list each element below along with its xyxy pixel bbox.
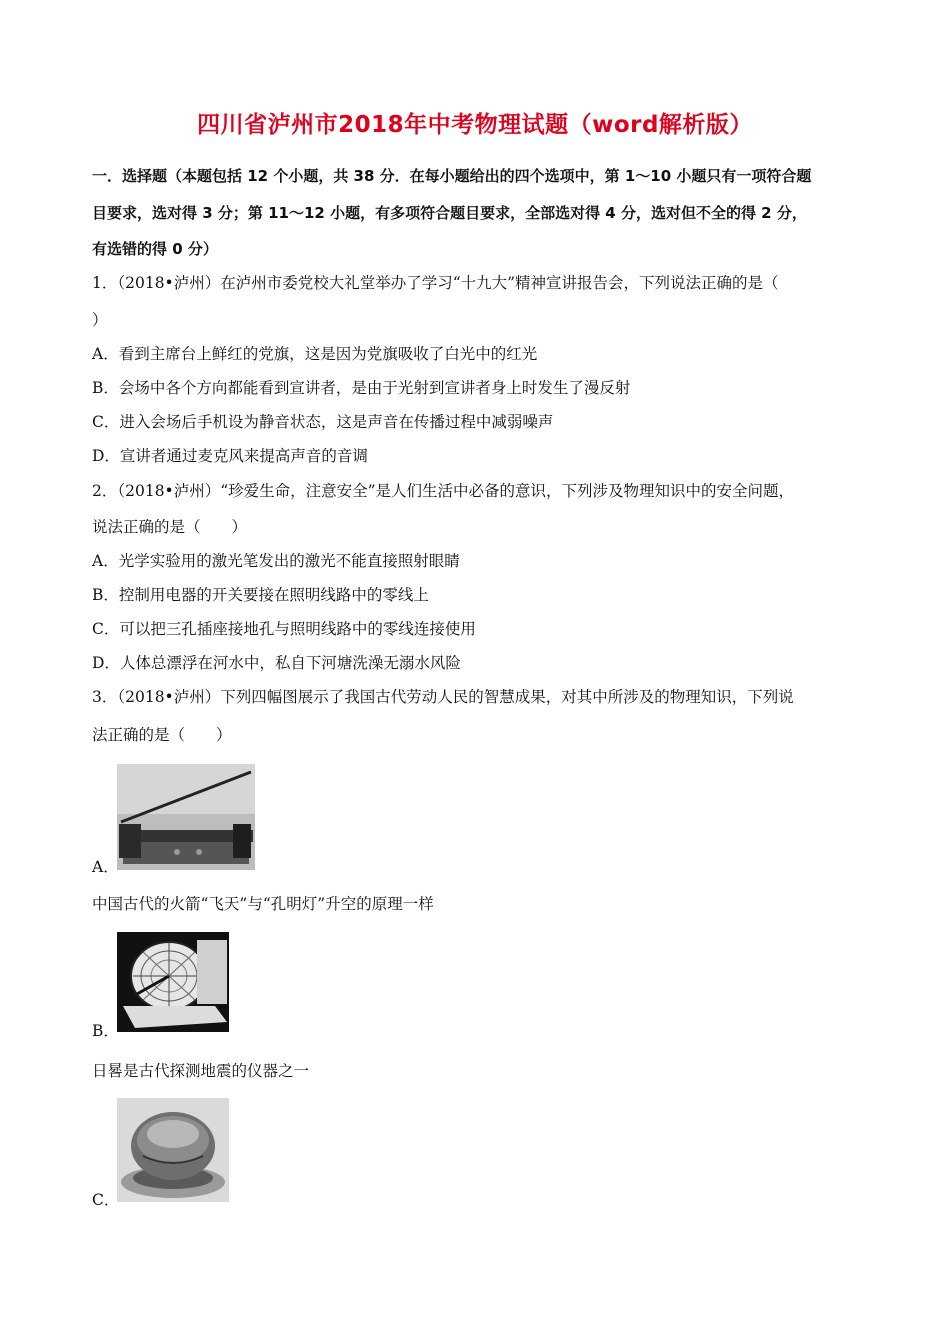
q3-option-a-text: 中国古代的火箭“飞天”与“孔明灯”升空的原理一样	[92, 895, 434, 913]
q2-option-d: D．人体总漂浮在河水中，私自下河塘洗澡无溺水风险	[92, 654, 461, 672]
bronze-vessel-image	[117, 1098, 229, 1202]
section-header-line-3: 有选错的得 0 分）	[92, 240, 218, 258]
q1-stem-line-1: 1．（2018•泸州）在泸州市委党校大礼堂举办了学习“十九大”精神宣讲报告会，下列说法正确的是（	[92, 274, 779, 292]
q3-option-a-label: A．	[92, 858, 119, 876]
sundial-image	[117, 932, 229, 1032]
q3-option-c-label: C．	[92, 1191, 120, 1209]
q3-option-b-text: 日晷是古代探测地震的仪器之一	[92, 1062, 310, 1080]
q1-option-a: A．看到主席台上鲜红的党旗，这是因为党旗吸收了白光中的红光	[92, 345, 538, 363]
q2-stem-line-1: 2．（2018•泸州）“珍爱生命，注意安全”是人们生活中必备的意识，下列涉及物理知识中的安全问题，	[92, 482, 795, 500]
q3-stem-line-1: 3．（2018•泸州）下列四幅图展示了我国古代劳动人民的智慧成果，对其中所涉及的物理知识，下列说	[92, 688, 794, 706]
q2-option-a: A．光学实验用的激光笔发出的激光不能直接照射眼睛	[92, 552, 460, 570]
q3-stem-line-2: 法正确的是（ ）	[92, 726, 232, 744]
rocket-launcher-image	[117, 764, 255, 870]
q2-option-b: B．控制用电器的开关要接在照明线路中的零线上	[92, 586, 429, 604]
q1-option-c: C．进入会场后手机设为静音状态，这是声音在传播过程中减弱噪声	[92, 413, 554, 431]
q1-option-d: D．宣讲者通过麦克风来提高声音的音调	[92, 447, 368, 465]
section-header-line-2: 目要求，选对得 3 分；第 11～12 小题，有多项符合题目要求，全部选对得 4 分，选对但不全的得 2 分，	[92, 204, 807, 222]
document-title: 四川省泸州市2018年中考物理试题（word解析版）	[197, 112, 753, 138]
q1-stem-line-2: ）	[92, 311, 108, 329]
q2-option-c: C．可以把三孔插座接地孔与照明线路中的零线连接使用	[92, 620, 476, 638]
q3-option-b-label: B．	[92, 1022, 119, 1040]
q2-stem-line-2: 说法正确的是（ ）	[92, 518, 248, 536]
q1-option-b: B．会场中各个方向都能看到宣讲者，是由于光射到宣讲者身上时发生了漫反射	[92, 379, 631, 397]
section-header-line-1: 一．选择题（本题包括 12 个小题，共 38 分．在每小题给出的四个选项中，第 1～10 小题只有一项符合题	[92, 167, 812, 185]
